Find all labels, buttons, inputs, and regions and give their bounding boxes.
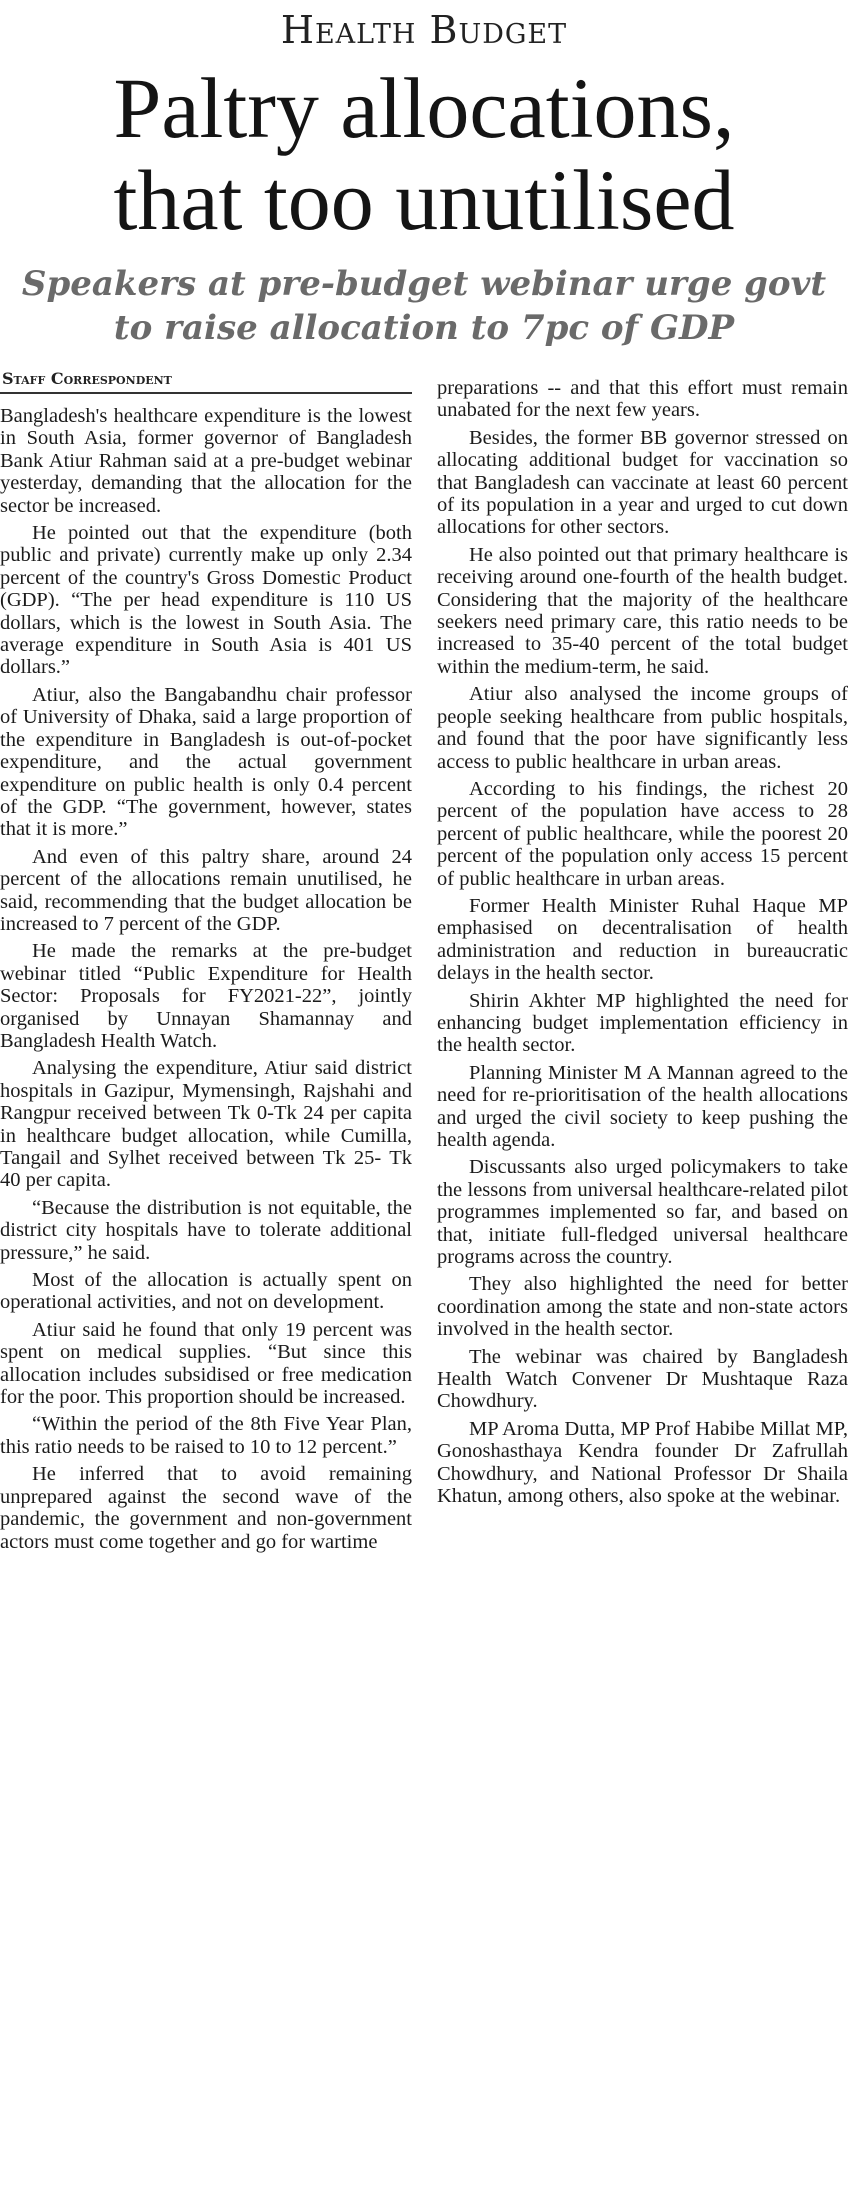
subheadline bbox=[0, 262, 848, 350]
paragraph: Besides, the former BB governor stressed on allocating additional budget for vaccination so that Bangladesh can vaccinate at least 60 percent of its population in a year and urged to cut down allocations for other sectors. bbox=[437, 426, 848, 539]
paragraph: Atiur said he found that only 19 percent was spent on medical supplies. “But since this allocation includes subsidised or free medication for the poor. This proportion should be increased. bbox=[0, 1318, 412, 1409]
paragraph: According to his findings, the richest 20 percent of the population have access to 28 percent of public healthcare, while the poorest 20 percent of the population only access 15 percent of public healthcare in urban areas. bbox=[437, 777, 848, 890]
paragraph: Atiur, also the Bangabandhu chair professor of University of Dhaka, said a large proportion of the expenditure in Bangladesh is out-of-pocket expenditure, and the actual government expenditure on public health is only 0.4 percent of the GDP. “The government, however, states that it is more.” bbox=[0, 683, 412, 841]
byline: Staff Correspondent bbox=[2, 369, 172, 388]
paragraph: Former Health Minister Ruhal Haque MP emphasised on decentralisation of health administration and reduction in bureaucratic delays in the health sector. bbox=[437, 894, 848, 985]
paragraph: Discussants also urged policymakers to take the lessons from universal healthcare-related pilot programmes implemented so far, and based on that, initiate full-fledged universal healthcare programs across the country. bbox=[437, 1156, 848, 1269]
article-column-2 bbox=[437, 377, 848, 2183]
paragraph: “Because the distribution is not equitable, the district city hospitals have to tolerate additional pressure,” he said. bbox=[0, 1196, 412, 1264]
section-kicker: Health Budget bbox=[280, 8, 568, 52]
article-column-1 bbox=[0, 405, 412, 2183]
paragraph: Atiur also analysed the income groups of people seeking healthcare from public hospitals, and found that the poor have significantly less access to public healthcare in urban areas. bbox=[437, 683, 848, 773]
paragraph: He also pointed out that primary healthcare is receiving around one-fourth of the health budget. Considering that the majority of the healthcare seekers need primary care, this ratio needs to be increased to 35-40 percent of the total budget within the medium-term, he said. bbox=[437, 543, 848, 678]
paragraph: Planning Minister M A Mannan agreed to the need for re-prioritisation of the health allocations and urged the civil society to keep pushing the health agenda. bbox=[437, 1061, 848, 1151]
paragraph: MP Aroma Dutta, MP Prof Habibe Millat MP, Gonoshasthaya Kendra founder Dr Zafrullah Chowdhury, and National Professor Dr Shaila Khatun, among others, also spoke at the webinar. bbox=[437, 1417, 848, 1508]
byline-divider bbox=[0, 392, 412, 394]
headline-line: that too unutilised bbox=[113, 152, 735, 248]
headline-line: Paltry allocations, bbox=[113, 60, 735, 156]
paragraph: Shirin Akhter MP highlighted the need for enhancing budget implementation efficiency in the health sector. bbox=[437, 989, 848, 1057]
paragraph: The webinar was chaired by Bangladesh Health Watch Convener Dr Mushtaque Raza Chowdhury. bbox=[437, 1345, 848, 1413]
paragraph: preparations -- and that this effort must remain unabated for the next few years. bbox=[437, 377, 848, 422]
paragraph: Most of the allocation is actually spent on operational activities, and not on development. bbox=[0, 1269, 412, 1314]
paragraph: He made the remarks at the pre-budget webinar titled “Public Expenditure for Health Sector: Proposals for FY2021-22”, jointly organised by Unnayan Shamannay and Bangladesh Health Watch. bbox=[0, 940, 412, 1052]
paragraph: Bangladesh's healthcare expenditure is the lowest in South Asia, former governor of Bangladesh Bank Atiur Rahman said at a pre-budget webinar yesterday, demanding that the allocation for the sector be increased. bbox=[0, 405, 412, 517]
paragraph: Analysing the expenditure, Atiur said district hospitals in Gazipur, Mymensingh, Rajshahi and Rangpur received between Tk 0-Tk 24 per capita in healthcare budget allocation, while Cumilla, Tangail and Sylhet received between Tk 25- Tk 40 per capita. bbox=[0, 1057, 412, 1192]
paragraph: He pointed out that the expenditure (both public and private) currently make up only 2.34 percent of the country's Gross Domestic Product (GDP). “The per head expenditure is 110 US dollars, which is the lowest in South Asia. The average expenditure in South Asia is 401 US dollars.” bbox=[0, 522, 412, 679]
paragraph: “Within the period of the 8th Five Year Plan, this ratio needs to be raised to 10 to 12 percent.” bbox=[0, 1413, 412, 1458]
subheadline-line: Speakers at pre-budget webinar urge govt bbox=[21, 264, 827, 304]
headline bbox=[0, 62, 848, 246]
paragraph: He inferred that to avoid remaining unprepared against the second wave of the pandemic, the government and non-government actors must come together and go for wartime bbox=[0, 1463, 412, 1553]
subheadline-line: to raise allocation to 7pc of GDP bbox=[113, 308, 735, 348]
paragraph: And even of this paltry share, around 24 percent of the allocations remain unutilised, he said, recommending that the budget allocation be increased to 7 percent of the GDP. bbox=[0, 845, 412, 935]
paragraph: They also highlighted the need for better coordination among the state and non-state actors involved in the health sector. bbox=[437, 1273, 848, 1341]
